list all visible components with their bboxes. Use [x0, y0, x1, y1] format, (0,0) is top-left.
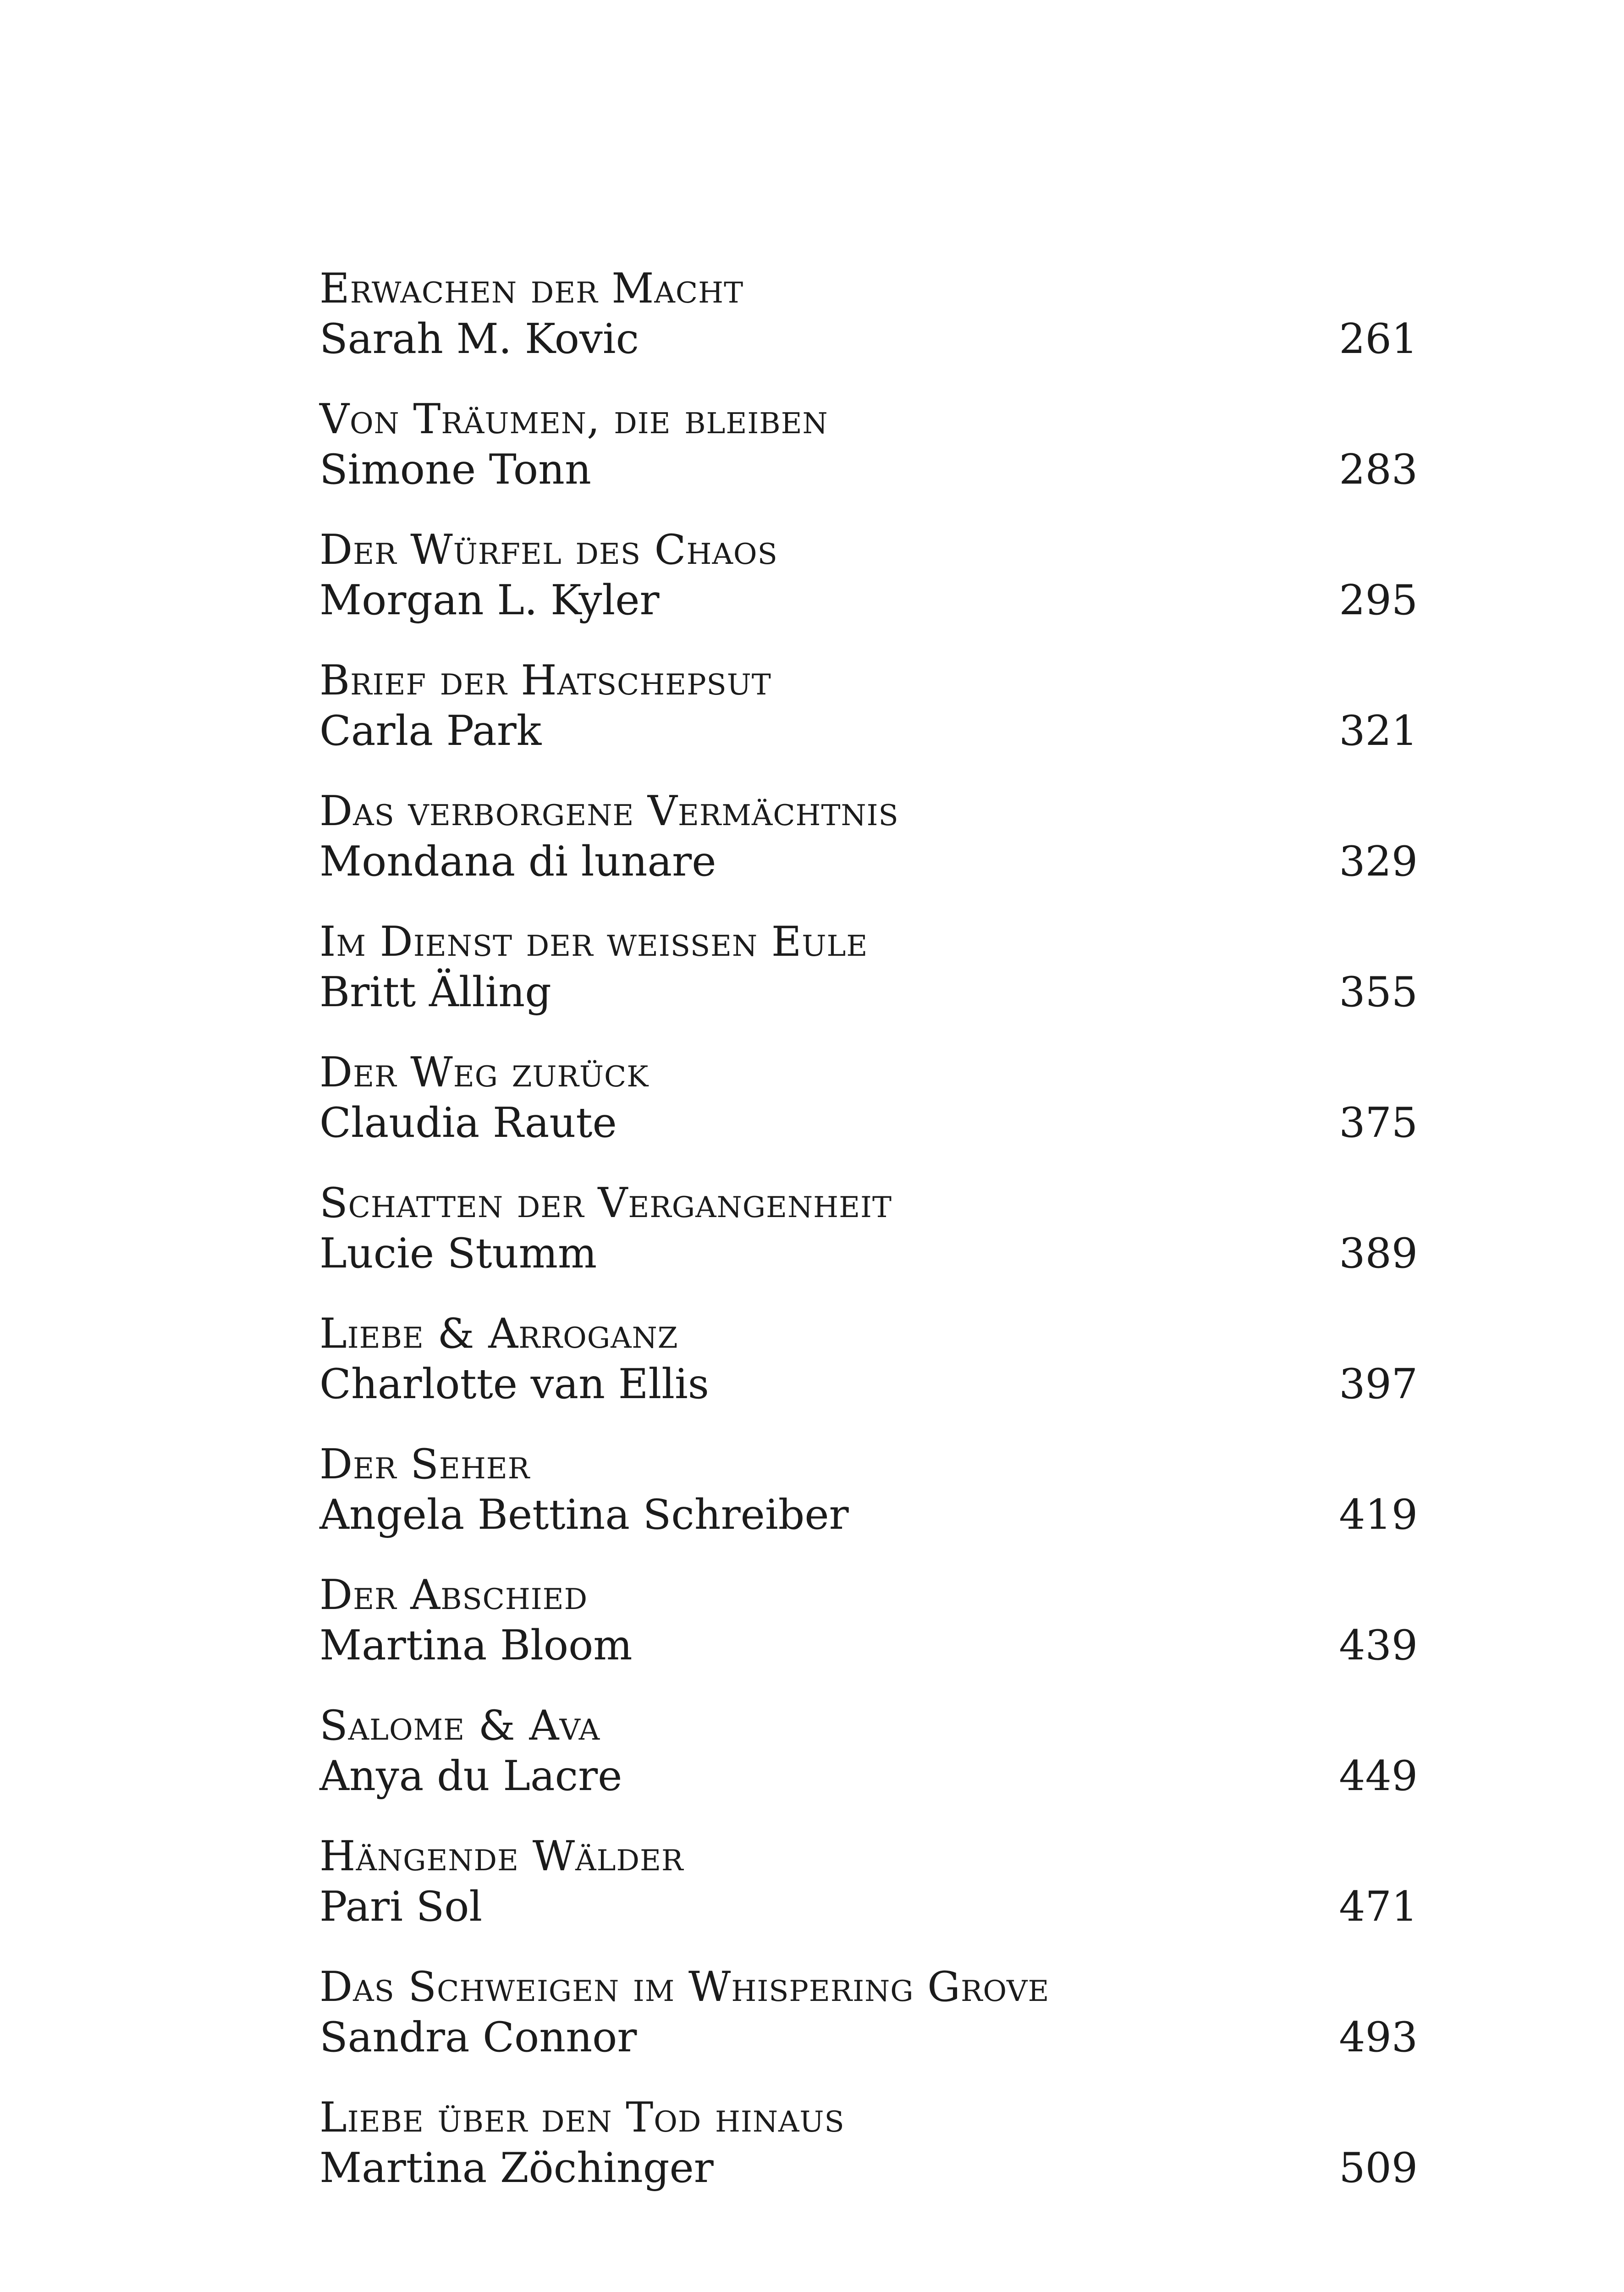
- toc-entry: [319, 257, 1418, 387]
- entry-page-number: 509: [1339, 2144, 1418, 2192]
- entry-page-number: 493: [1339, 2013, 1418, 2061]
- toc-entry: [319, 1171, 1418, 1302]
- entry-page-number: 375: [1339, 1099, 1418, 1147]
- toc-entry: [319, 1041, 1418, 1171]
- entry-title: Liebe über den Tod hinaus: [319, 2094, 845, 2142]
- entry-title: Im Dienst der weissen Eule: [319, 918, 868, 966]
- entry-author: Martina Zöchinger: [319, 2144, 714, 2192]
- entry-page-number: 295: [1339, 576, 1418, 624]
- entry-page-number: 397: [1339, 1360, 1418, 1408]
- toc-entry: [319, 779, 1418, 910]
- toc-entry: [319, 1824, 1418, 1955]
- entry-page-number: 355: [1339, 968, 1418, 1016]
- toc-entry: [319, 2086, 1418, 2216]
- entry-title: Salome & Ava: [319, 1702, 600, 1750]
- entry-page-number: 471: [1339, 1883, 1418, 1931]
- toc-entry: [319, 518, 1418, 649]
- entry-title: Der Abschied: [319, 1571, 588, 1619]
- entry-author: Simone Tonn: [319, 446, 591, 494]
- entry-author: Martina Bloom: [319, 1621, 633, 1669]
- entry-title: Der Weg zurück: [319, 1048, 649, 1096]
- entry-page-number: 283: [1339, 446, 1418, 494]
- entry-title: Schatten der Vergangenheit: [319, 1179, 892, 1227]
- entry-title: Das verborgene Vermächtnis: [319, 787, 899, 835]
- entry-page-number: 389: [1339, 1229, 1418, 1278]
- entry-title: Das Schweigen im Whispering Grove: [319, 1963, 1050, 2011]
- entry-page-number: 321: [1339, 707, 1418, 755]
- entry-title: Der Seher: [319, 1440, 530, 1488]
- entry-author: Angela Bettina Schreiber: [319, 1491, 849, 1539]
- toc-entry: [319, 1432, 1418, 1563]
- entry-author: Morgan L. Kyler: [319, 576, 660, 624]
- entry-page-number: 449: [1339, 1752, 1418, 1800]
- entry-page-number: 419: [1339, 1491, 1418, 1539]
- toc-entry: [319, 1694, 1418, 1824]
- entry-author: Britt Älling: [319, 968, 551, 1016]
- entry-title: Von Träumen, die bleiben: [319, 395, 828, 443]
- entry-title: Liebe & Arroganz: [319, 1310, 678, 1358]
- entry-title: Brief der Hatschepsut: [319, 656, 771, 705]
- entry-page-number: 329: [1339, 837, 1418, 886]
- toc-entry: [319, 387, 1418, 518]
- entry-author: Charlotte van Ellis: [319, 1360, 709, 1408]
- toc-entry: [319, 910, 1418, 1041]
- toc-entry: [319, 1563, 1418, 1694]
- entry-author: Claudia Raute: [319, 1099, 617, 1147]
- entry-title: Der Würfel des Chaos: [319, 526, 778, 574]
- toc-entry: [319, 1302, 1418, 1432]
- entry-author: Sandra Connor: [319, 2013, 637, 2061]
- table-of-contents: [319, 257, 1418, 2216]
- entry-author: Carla Park: [319, 707, 542, 755]
- entry-page-number: 261: [1339, 315, 1418, 363]
- toc-entry: [319, 1955, 1418, 2086]
- entry-title: Erwachen der Macht: [319, 264, 744, 313]
- entry-author: Mondana di lunare: [319, 837, 716, 886]
- entry-author: Lucie Stumm: [319, 1229, 597, 1278]
- entry-title: Hängende Wälder: [319, 1832, 684, 1880]
- entry-author: Anya du Lacre: [319, 1752, 622, 1800]
- entry-author: Sarah M. Kovic: [319, 315, 639, 363]
- entry-author: Pari Sol: [319, 1883, 483, 1931]
- entry-page-number: 439: [1339, 1621, 1418, 1669]
- toc-entry: [319, 649, 1418, 779]
